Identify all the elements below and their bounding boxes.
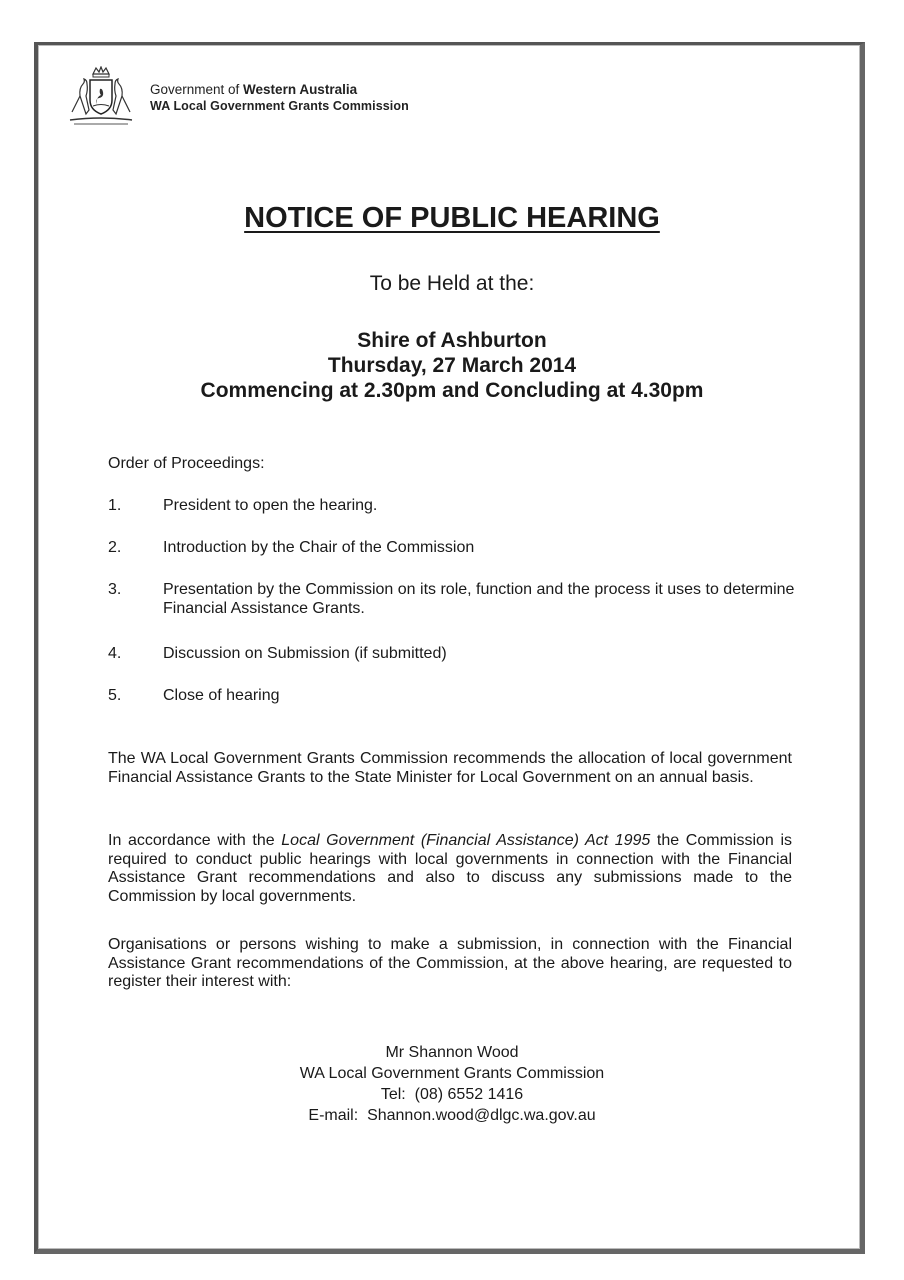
paragraph-submission: Organisations or persons wishing to make a submission, in connection with the Financial Assistance Grant recommendations of the Commission, at the above hearing, are requested to register their interest with: [108,936,792,990]
event-time: Commencing at 2.30pm and Concluding at 4.30pm [200,379,704,402]
list-item-number: 5. [108,687,122,704]
list-item [108,644,798,663]
email-link[interactable]: Shannon.wood@dlgc.wa.gov.au [367,1107,596,1124]
event-date: Thursday, 27 March 2014 [327,354,577,377]
letterhead [150,82,409,114]
event-details [0,328,904,403]
list-item-text: President to open the hearing. [163,497,378,514]
contact-tel: Tel: (08) 6552 1416 [380,1086,524,1103]
contact-org: WA Local Government Grants Commission [299,1065,605,1082]
contact-block [0,1042,904,1126]
list-item [108,496,798,515]
order-heading: Order of Proceedings: [108,455,265,472]
list-item [108,580,798,618]
list-item-number: 2. [108,539,122,556]
act-title: Local Government (Financial Assistance) Act 1995 [281,832,651,849]
page-title: NOTICE OF PUBLIC HEARING [244,202,660,234]
list-item-number: 1. [108,497,122,514]
list-item-number: 3. [108,581,122,598]
list-item-text: Introduction by the Chair of the Commission [163,539,475,556]
contact-email: E-mail: Shannon.wood@dlgc.wa.gov.au [308,1107,596,1124]
list-item-number: 4. [108,645,122,662]
wa-coat-of-arms-icon [66,66,136,128]
list-item-text: Discussion on Submission (if submitted) [163,645,447,662]
list-item-text: Close of hearing [163,687,280,704]
paragraph-allocation: The WA Local Government Grants Commission recommends the allocation of local government Financial Assistance Grants to the State Minister for Local Government on an annual basis. [108,750,792,786]
event-venue: Shire of Ashburton [357,329,547,352]
list-item [108,538,798,557]
paragraph-act: In accordance with the Local Government (Financial Assistance) Act 1995 the Commission is required to conduct public hearings with local governments in connection with the Financial Assistance Grant recommendations and also to discuss any submissions made to the Commission by local governments. [108,832,792,905]
list-item-text: Presentation by the Commission on its role, function and the process it uses to determine Financial Assistance Grants. [163,581,795,617]
commission-name: WA Local Government Grants Commission [150,99,409,113]
contact-name: Mr Shannon Wood [385,1044,519,1061]
list-item [108,686,798,705]
government-name: Government of Western Australia [150,82,358,97]
subtitle: To be Held at the: [369,272,535,295]
